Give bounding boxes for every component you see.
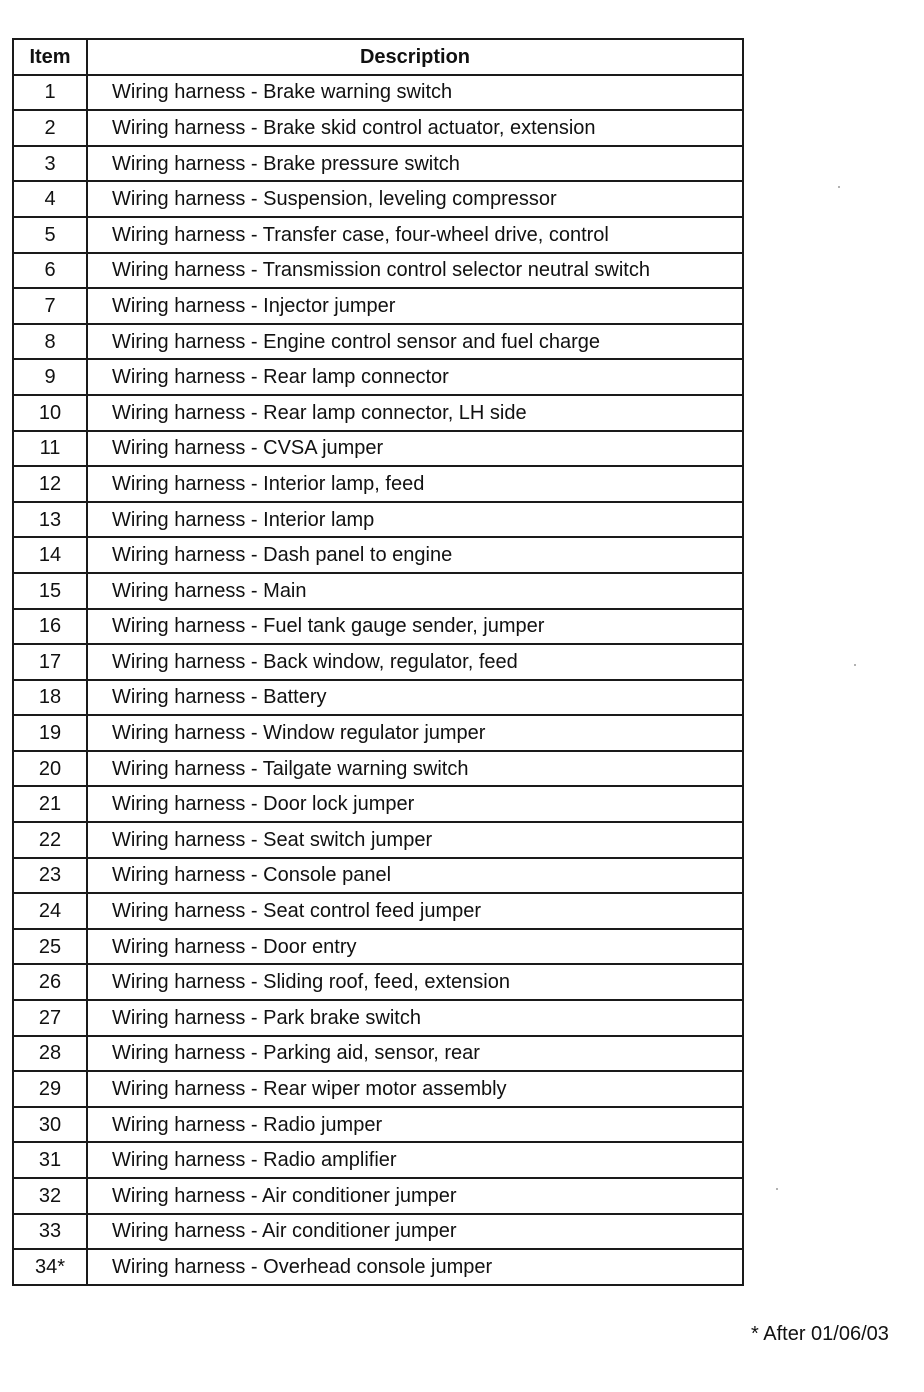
table-row: [13, 110, 743, 146]
item-number: 11: [13, 431, 87, 467]
item-description: Wiring harness - Suspension, leveling compressor: [87, 181, 743, 217]
table-row: [13, 181, 743, 217]
item-description: Wiring harness - Dash panel to engine: [87, 537, 743, 573]
item-number: 4: [13, 181, 87, 217]
item-description: Wiring harness - Park brake switch: [87, 1000, 743, 1036]
item-number: 13: [13, 502, 87, 538]
item-description: Wiring harness - Interior lamp, feed: [87, 466, 743, 502]
table-row: [13, 253, 743, 289]
table-row: [13, 1107, 743, 1143]
item-description: Wiring harness - Fuel tank gauge sender, jumper: [87, 609, 743, 645]
item-number: 31: [13, 1142, 87, 1178]
item-description: Wiring harness - Injector jumper: [87, 288, 743, 324]
table-row: [13, 929, 743, 965]
item-description: Wiring harness - Door entry: [87, 929, 743, 965]
item-number: 25: [13, 929, 87, 965]
item-number: 6: [13, 253, 87, 289]
item-number: 7: [13, 288, 87, 324]
item-number: 23: [13, 858, 87, 894]
item-description: Wiring harness - Sliding roof, feed, extension: [87, 964, 743, 1000]
scan-speck: [776, 1188, 778, 1190]
table-row: [13, 359, 743, 395]
item-description: Wiring harness - Main: [87, 573, 743, 609]
table-row: [13, 786, 743, 822]
scan-speck: [854, 664, 856, 666]
item-number: 9: [13, 359, 87, 395]
item-number: 1: [13, 75, 87, 111]
table-row: [13, 537, 743, 573]
table-row: [13, 751, 743, 787]
item-description: Wiring harness - Window regulator jumper: [87, 715, 743, 751]
item-description: Wiring harness - Rear lamp connector, LH side: [87, 395, 743, 431]
table-row: [13, 1249, 743, 1285]
table-row: [13, 502, 743, 538]
header-description: Description: [87, 39, 743, 75]
item-number: 12: [13, 466, 87, 502]
table-row: [13, 1000, 743, 1036]
item-number: 10: [13, 395, 87, 431]
item-description: Wiring harness - Radio jumper: [87, 1107, 743, 1143]
item-description: Wiring harness - Parking aid, sensor, rear: [87, 1036, 743, 1072]
table-row: [13, 1036, 743, 1072]
item-number: 32: [13, 1178, 87, 1214]
item-description: Wiring harness - Transfer case, four-wheel drive, control: [87, 217, 743, 253]
item-number: 34*: [13, 1249, 87, 1285]
item-description: Wiring harness - Seat switch jumper: [87, 822, 743, 858]
item-description: Wiring harness - Back window, regulator, feed: [87, 644, 743, 680]
table-row: [13, 288, 743, 324]
header-item: Item: [13, 39, 87, 75]
item-description: Wiring harness - Air conditioner jumper: [87, 1214, 743, 1250]
item-description: Wiring harness - CVSA jumper: [87, 431, 743, 467]
item-number: 18: [13, 680, 87, 716]
table-row: [13, 324, 743, 360]
item-number: 15: [13, 573, 87, 609]
table-row: [13, 680, 743, 716]
item-description: Wiring harness - Engine control sensor and fuel charge: [87, 324, 743, 360]
table-row: [13, 858, 743, 894]
item-description: Wiring harness - Battery: [87, 680, 743, 716]
parts-table: [12, 38, 744, 1286]
item-description: Wiring harness - Overhead console jumper: [87, 1249, 743, 1285]
item-number: 27: [13, 1000, 87, 1036]
table-row: [13, 217, 743, 253]
item-number: 21: [13, 786, 87, 822]
item-description: Wiring harness - Rear wiper motor assembly: [87, 1071, 743, 1107]
footnote: * After 01/06/03: [751, 1323, 889, 1345]
table-row: [13, 964, 743, 1000]
table-row: [13, 893, 743, 929]
scan-speck: [838, 186, 840, 188]
table-row: [13, 644, 743, 680]
table-row: [13, 395, 743, 431]
table-row: [13, 431, 743, 467]
item-number: 28: [13, 1036, 87, 1072]
table-row: [13, 466, 743, 502]
item-number: 3: [13, 146, 87, 182]
item-description: Wiring harness - Air conditioner jumper: [87, 1178, 743, 1214]
item-number: 5: [13, 217, 87, 253]
table-row: [13, 75, 743, 111]
item-number: 24: [13, 893, 87, 929]
item-description: Wiring harness - Interior lamp: [87, 502, 743, 538]
item-number: 33: [13, 1214, 87, 1250]
item-description: Wiring harness - Door lock jumper: [87, 786, 743, 822]
table-row: [13, 609, 743, 645]
table-row: [13, 146, 743, 182]
item-number: 26: [13, 964, 87, 1000]
item-description: Wiring harness - Brake pressure switch: [87, 146, 743, 182]
table-header-row: [13, 39, 743, 75]
item-description: Wiring harness - Brake warning switch: [87, 75, 743, 111]
item-number: 8: [13, 324, 87, 360]
table-row: [13, 1178, 743, 1214]
item-number: 30: [13, 1107, 87, 1143]
table-row: [13, 715, 743, 751]
table-body: [13, 75, 743, 1285]
item-number: 20: [13, 751, 87, 787]
item-number: 2: [13, 110, 87, 146]
item-description: Wiring harness - Radio amplifier: [87, 1142, 743, 1178]
item-description: Wiring harness - Brake skid control actuator, extension: [87, 110, 743, 146]
table-row: [13, 1142, 743, 1178]
item-number: 19: [13, 715, 87, 751]
item-number: 14: [13, 537, 87, 573]
table-row: [13, 1071, 743, 1107]
table-row: [13, 573, 743, 609]
item-description: Wiring harness - Tailgate warning switch: [87, 751, 743, 787]
item-description: Wiring harness - Transmission control selector neutral switch: [87, 253, 743, 289]
item-number: 22: [13, 822, 87, 858]
item-number: 17: [13, 644, 87, 680]
table-row: [13, 1214, 743, 1250]
item-number: 29: [13, 1071, 87, 1107]
item-number: 16: [13, 609, 87, 645]
item-description: Wiring harness - Seat control feed jumper: [87, 893, 743, 929]
item-description: Wiring harness - Console panel: [87, 858, 743, 894]
item-description: Wiring harness - Rear lamp connector: [87, 359, 743, 395]
table-row: [13, 822, 743, 858]
